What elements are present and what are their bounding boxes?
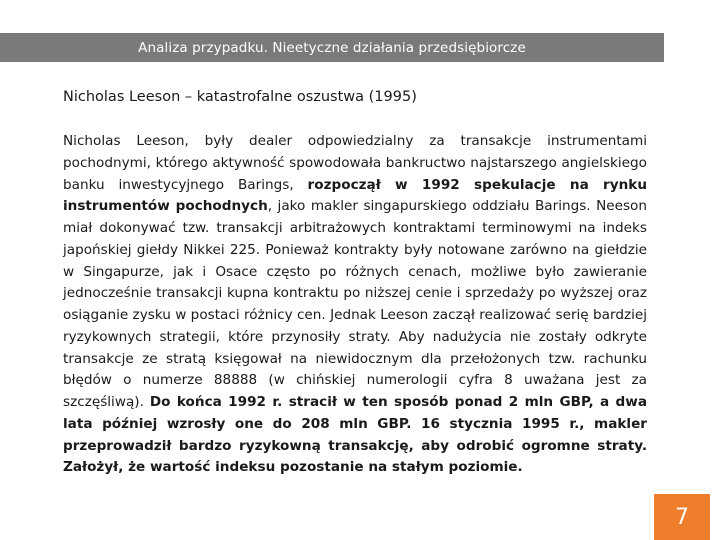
slide-title: Analiza przypadku. Nieetyczne działania przedsiębiorcze xyxy=(138,39,526,56)
paragraph-part-2: , jako makler singapurskiego oddziału Barings. Neeson miał dokonywać tzw. transakcji arbitrażowych kontraktami terminowymi na indeks japońskiej giełdy Nikkei 225. Ponieważ kontrakty były notowane zarówno na giełdzie w Singapurze, jak i Osace często po różnych cenach, możliwe było zawieranie jednocześnie transakcji kupna kontraktu po niższej cenie i sprzedaży po wyższej oraz osiąganie zysku w postaci różnicy cen. Jednak Leeson zaczął realizować serię bardziej ryzykownych strategii, które przynosiły straty. Aby nadużycia nie zostały odkryte transakcje ze stratą księgował na niewidocznym dla przełożonych tzw. rachunku błędów o numerze 88888 (w chińskiej numerologii cyfra 8 uważana jest za szczęśliwą). xyxy=(63,198,647,410)
case-description xyxy=(63,131,647,479)
page-number: 7 xyxy=(675,504,689,530)
paragraph-part-1: Nicholas Leeson, były dealer odpowiedzialny za transakcje instrumentami pochodnymi, którego aktywność spowodowała bankructwo najstarszego angielskiego banku inwestycyjnego Barings, xyxy=(63,133,647,193)
slide-title-bar xyxy=(0,33,664,62)
case-heading: Nicholas Leeson – katastrofalne oszustwa (1995) xyxy=(63,89,417,105)
page-number-badge xyxy=(654,494,710,540)
paragraph-emphasis-1: rozpoczął w 1992 spekulacje na rynku instrumentów pochodnych xyxy=(63,176,648,215)
paragraph-emphasis-2: Do końca 1992 r. stracił w ten sposób ponad 2 mln GBP, a dwa lata później wzrosły one do 208 mln GBP. 16 stycznia 1995 r., makler przeprowadził bardzo ryzykowną transakcję, aby odrobić ogromne straty. Założył, że wartość indeksu pozostanie na stałym poziomie. xyxy=(63,394,647,476)
